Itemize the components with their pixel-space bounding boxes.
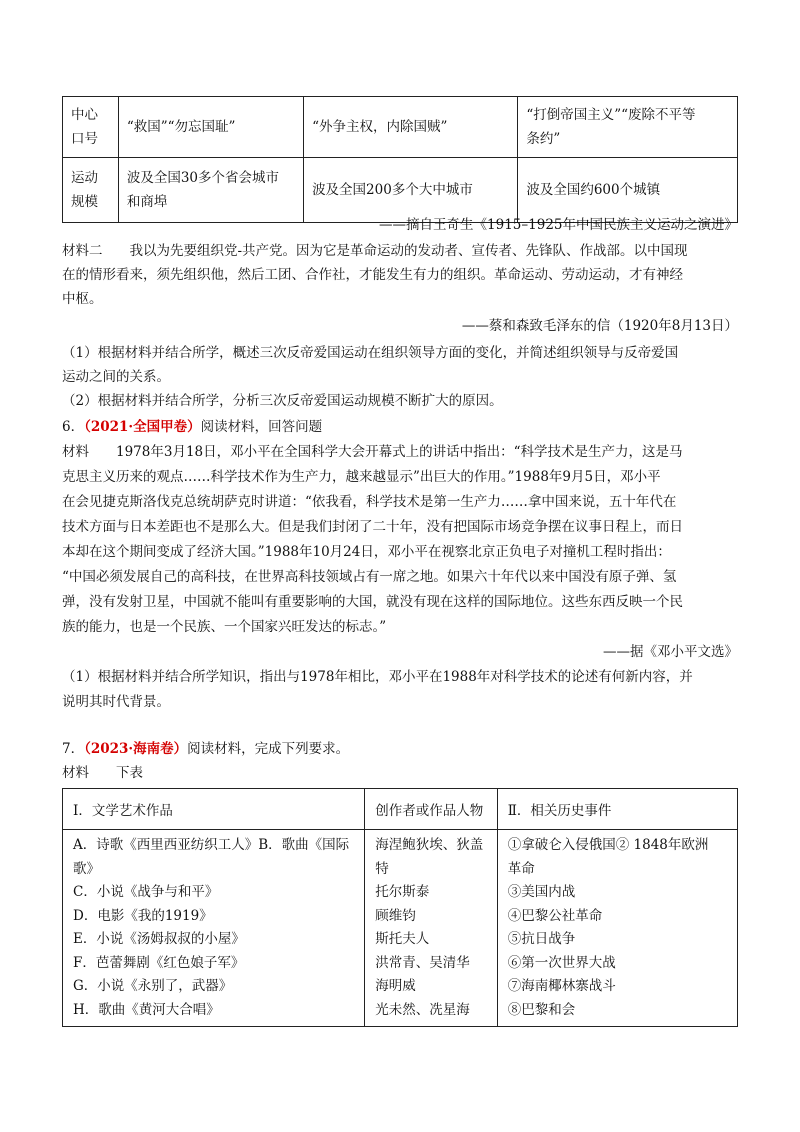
- list-item: ④巴黎公社革命: [507, 907, 603, 924]
- list-item: 海明威: [375, 978, 416, 994]
- list-item: ①拿破仑入侵俄国② 1848年欧洲: [507, 837, 709, 853]
- table-header-row: [63, 789, 738, 830]
- cell-text: 条约”: [526, 131, 561, 147]
- list-item: G．小说《永别了，武器》: [73, 978, 233, 994]
- cell-text: 波及全国30多个省会城市: [126, 170, 280, 186]
- list-item: F．芭蕾舞剧《红色娘子军》: [73, 954, 245, 971]
- source-citation: ——蔡和森致毛泽东的信（1920年8月13日）: [461, 318, 738, 334]
- question-number: 6．: [62, 419, 85, 435]
- row-label-cell: [63, 158, 119, 223]
- material-line: 材料 1978年3月18日，邓小平在全国科学大会开幕式上的讲话中指出：“科学技术是生产力，这是马: [62, 444, 683, 460]
- events-column: [497, 830, 737, 1027]
- question-instruction: 阅读材料，完成下列要求。: [187, 741, 350, 757]
- material-line: 技术方面与日本差距也不是那么大。但是我们封闭了二十年，没有把国际市场竞争摆在议事日程上，而日: [62, 519, 683, 535]
- question-line: （2）根据材料并结合所学，分析三次反帝爱国运动规模不断扩大的原因。: [62, 393, 503, 409]
- list-item: ③美国内战: [507, 884, 576, 900]
- literature-history-table: [62, 788, 738, 1027]
- table-row: [63, 97, 738, 158]
- row-label-cell: [63, 97, 119, 158]
- list-item: ⑥第一次世界大战: [507, 954, 616, 971]
- table-row: [63, 830, 738, 1027]
- cell-text: 和商埠: [126, 194, 168, 210]
- source-citation: ——摘自王奇生《1915–1925年中国民族主义运动之演进》: [379, 217, 738, 233]
- row-label-line: 中心: [71, 107, 98, 123]
- row-label-line: 口号: [71, 131, 98, 147]
- cell-text: “救国”“勿忘国耻”: [126, 119, 236, 135]
- material-line: 材料二 我以为先要组织党-共产党。因为它是革命运动的发动者、宣传者、先锋队、作战部。以中国现: [62, 243, 688, 259]
- list-item: 托尔斯泰: [375, 884, 430, 900]
- list-item: 歌》: [73, 860, 100, 877]
- row-label-line: 规模: [71, 194, 98, 210]
- list-item: E．小说《汤姆叔叔的小屋》: [73, 931, 245, 947]
- cell-text: “外争主权，内除国贼”: [312, 119, 448, 135]
- list-item: 顾维钧: [375, 907, 416, 924]
- material-line: 中枢。: [62, 291, 103, 307]
- material-line: “中国必须发展自己的高科技，在世界高科技领域占有一席之地。如果六十年代以来中国没有原子弹、氢: [62, 569, 677, 585]
- list-item: 洪常青、吴清华: [375, 954, 470, 971]
- table-row: [63, 158, 738, 223]
- list-item: 革命: [507, 860, 535, 877]
- question-header: [62, 416, 738, 438]
- material-line: 克思主义历来的观点……科学技术作为生产力，越来越显示”出巨大的作用。”1988年9月5日，邓小平: [62, 469, 661, 485]
- list-item: ⑧巴黎和会: [507, 1001, 576, 1018]
- list-item: ⑦海南椰林寨战斗: [507, 978, 616, 994]
- creators-column: [365, 830, 497, 1027]
- table-cell: [118, 158, 303, 223]
- question-line: （1）根据材料并结合所学知识，指出与1978年相比，邓小平在1988年对科学技术的论述有何新内容，并: [62, 669, 693, 685]
- list-item: 光未然、冼星海: [375, 1001, 470, 1018]
- source-citation: ——据《邓小平文选》: [603, 644, 738, 660]
- list-item: ⑤抗日战争: [507, 931, 576, 947]
- column-header: 创作者或作品人物: [365, 789, 497, 830]
- cell-text: 波及全国约600个城镇: [526, 182, 661, 198]
- material-line: 弹，没有发射卫星，中国就不能叫有重要影响的大国，就没有现在这样的国际地位。这些东西反映一个民: [62, 594, 683, 610]
- list-item: D．电影《我的1919》: [73, 907, 213, 924]
- material-line: 族的能力，也是一个民族、一个国家兴旺发达的标志。”: [62, 619, 387, 635]
- column-header: Ⅰ．文学艺术作品: [63, 789, 365, 830]
- table-cell: [304, 97, 518, 158]
- cell-text: “打倒帝国主义”“废除不平等: [526, 107, 696, 123]
- row-label-line: 运动: [71, 170, 98, 186]
- exam-source-tag: （2023·海南卷）: [84, 741, 188, 757]
- question-instruction: 阅读材料，回答问题: [200, 419, 323, 435]
- question-line: 运动之间的关系。: [62, 369, 170, 385]
- question-number: 7．: [62, 741, 85, 757]
- question-header: [62, 738, 738, 760]
- cell-text: 波及全国200多个大中城市: [312, 182, 473, 198]
- list-item: A．诗歌《西里西亚纺织工人》B．歌曲《国际: [73, 837, 350, 853]
- list-item: 特: [375, 860, 389, 877]
- table-cell: [518, 158, 738, 223]
- table-cell: [304, 158, 518, 223]
- material-label: 材料 下表: [62, 765, 143, 781]
- material-line: 在的情形看来，须先组织他，然后工团、合作社，才能发生有力的组织。革命运动、劳动运动，才有神经: [62, 267, 683, 283]
- question-line: 说明其时代背景。: [62, 694, 170, 710]
- material-line: 在会见捷克斯洛伐克总统胡萨克时讲道：“依我看，科学技术是第一生产力……拿中国来说，五十年代在: [62, 494, 677, 510]
- list-item: C．小说《战争与和平》: [73, 884, 219, 900]
- exam-source-tag: （2021·全国甲卷）: [84, 419, 201, 435]
- list-item: 斯托夫人: [375, 931, 430, 947]
- question-line: （1）根据材料并结合所学，概述三次反帝爱国运动在组织领导方面的变化，并简述组织领导与反帝爱国: [62, 345, 679, 361]
- material-line: 本却在这个期间变成了经济大国。”1988年10月24日，邓小平在视察北京正负电子对撞机工程时指出：: [62, 544, 671, 560]
- table-cell: [118, 97, 303, 158]
- table-cell: [518, 97, 738, 158]
- list-item: 海涅鲍狄埃、狄盖: [375, 837, 484, 853]
- works-column: [63, 830, 365, 1027]
- movement-comparison-table: [62, 96, 738, 223]
- column-header: Ⅱ．相关历史事件: [497, 789, 737, 830]
- list-item: H．歌曲《黄河大合唱》: [73, 1001, 220, 1018]
